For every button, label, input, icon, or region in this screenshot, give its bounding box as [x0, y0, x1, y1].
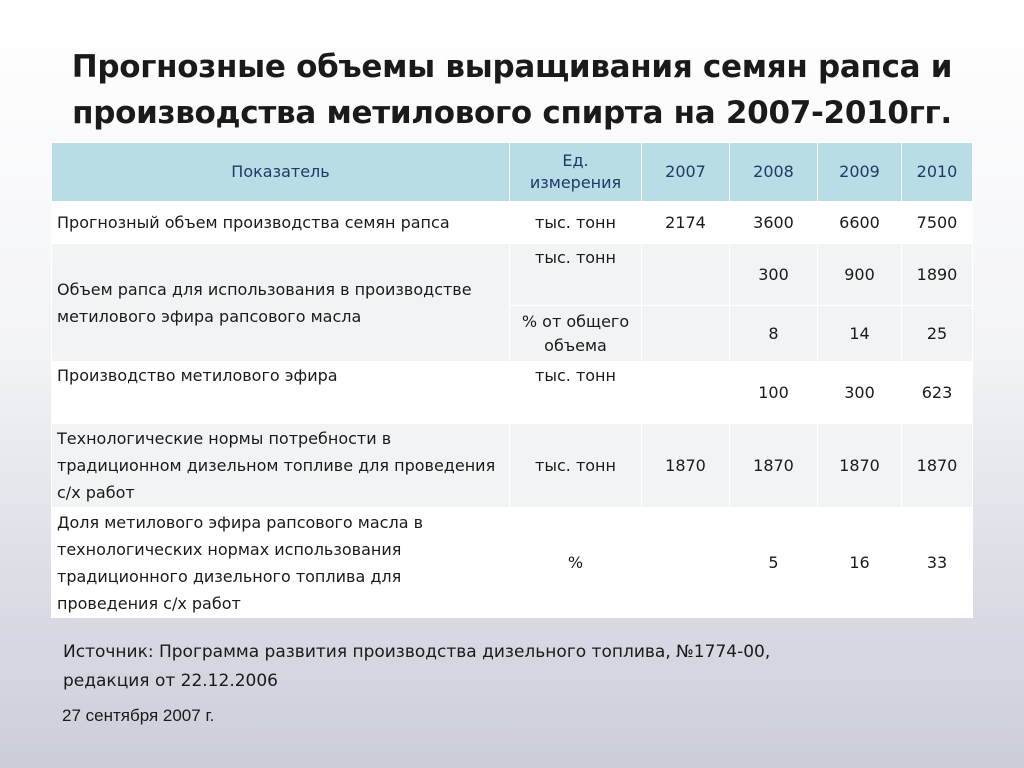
source-line-2: редакция от 22.12.2006: [63, 671, 278, 691]
title-line-1: Прогнозные объемы выращивания семян рапса и: [71, 49, 953, 85]
cell-2007: 2174: [642, 202, 730, 244]
cell-2009: 6600: [818, 202, 902, 244]
row-name: Доля метилового эфира рапсового масла в технологических нормах использования традиционного дизельного топлива для проведения с/х работ: [52, 508, 510, 618]
header-indicator: Показатель: [52, 143, 510, 202]
header-2008: 2008: [730, 143, 818, 202]
row-name: Прогнозный объем производства семян рапса: [52, 202, 510, 244]
forecast-table: [51, 142, 973, 618]
slide-title: [40, 44, 984, 136]
cell-2008: 5: [730, 508, 818, 618]
header-unit-line-1: Ед.: [562, 151, 589, 170]
row-unit: [510, 306, 642, 362]
cell-2008: 1870: [730, 424, 818, 508]
table-row: [52, 508, 973, 618]
cell-2008: 300: [730, 244, 818, 306]
row-name: Производство метилового эфира: [52, 362, 510, 424]
cell-2010: 7500: [902, 202, 973, 244]
table-row: [52, 362, 973, 424]
table-row: [52, 244, 973, 306]
header-2007: 2007: [642, 143, 730, 202]
source-line-1: Источник: Программа развития производства дизельного топлива, №1774-00,: [63, 642, 771, 662]
source-note: [63, 638, 863, 696]
cell-2010: 623: [902, 362, 973, 424]
unit-line-1: % от общего: [521, 311, 630, 331]
cell-2007: [642, 362, 730, 424]
cell-2010: 1870: [902, 424, 973, 508]
row-unit: тыс. тонн: [510, 424, 642, 508]
header-unit: [510, 143, 642, 202]
row-unit: тыс. тонн: [510, 244, 642, 306]
row-unit: тыс. тонн: [510, 362, 642, 424]
row-unit: %: [510, 508, 642, 618]
header-2010: 2010: [902, 143, 973, 202]
cell-2010: 25: [902, 306, 973, 362]
row-name: Объем рапса для использования в производстве метилового эфира рапсового масла: [52, 244, 510, 362]
cell-2010: 1890: [902, 244, 973, 306]
row-unit: тыс. тонн: [510, 202, 642, 244]
cell-2009: 14: [818, 306, 902, 362]
cell-2007: [642, 306, 730, 362]
table-header-row: [52, 143, 973, 202]
table-row: [52, 424, 973, 508]
cell-2010: 33: [902, 508, 973, 618]
cell-2008: 100: [730, 362, 818, 424]
unit-line-2: объема: [544, 335, 607, 355]
cell-2007: [642, 508, 730, 618]
table-row: [52, 202, 973, 244]
cell-2007: 1870: [642, 424, 730, 508]
cell-2009: 300: [818, 362, 902, 424]
header-2009: 2009: [818, 143, 902, 202]
cell-2008: 3600: [730, 202, 818, 244]
cell-2009: 16: [818, 508, 902, 618]
title-line-2: производства метилового спирта на 2007-2010гг.: [72, 95, 952, 131]
row-name: Технологические нормы потребности в традиционном дизельном топливе для проведения с/х работ: [52, 424, 510, 508]
cell-2009: 900: [818, 244, 902, 306]
header-unit-line-2: измерения: [529, 173, 622, 192]
slide-date: 27 сентября 2007 г.: [62, 706, 215, 725]
cell-2007: [642, 244, 730, 306]
cell-2009: 1870: [818, 424, 902, 508]
cell-2008: 8: [730, 306, 818, 362]
